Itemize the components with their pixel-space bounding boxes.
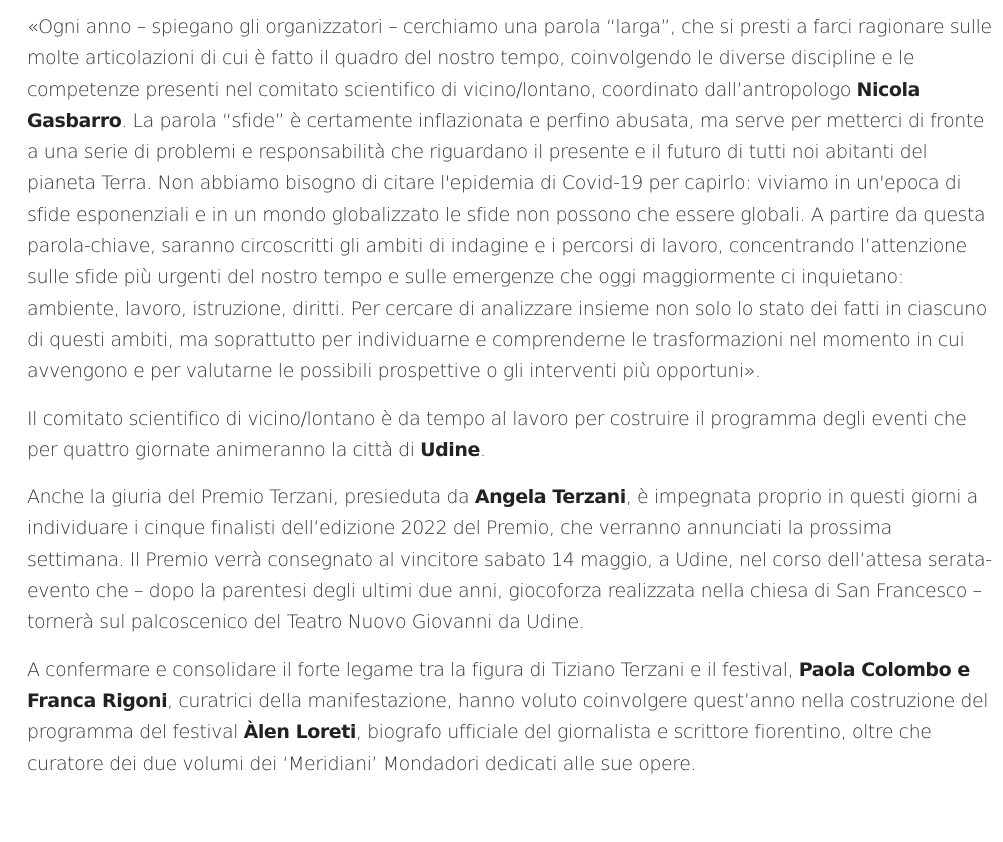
paragraph-quote [27, 12, 992, 388]
article-body [27, 12, 992, 796]
bold-name: Angela Terzani [474, 486, 626, 509]
paragraph-prize [27, 482, 992, 638]
paragraph-text: «Ogni anno – spiegano gli organizzatori – cerchiamo una parola “larga”, che si presti a farci ragionare sulle molte articolazioni di cui è fatto il quadro del nostro tempo, coinvolgendo le diverse discipline e le competenze presenti nel comitato scientifico di vicino/lontano, coordinato dall’antropologo [27, 16, 992, 101]
paragraph-curators [27, 655, 992, 780]
paragraph-committee [27, 404, 992, 467]
bold-name: Àlen Loreti [243, 721, 356, 744]
bold-name: Nicola Gasbarro [27, 78, 920, 132]
paragraph-text: . [479, 438, 486, 461]
paragraph-text: , biografo ufficiale del giornalista e scrittore fiorentino, oltre che curatore dei due volumi dei ‘Meridiani’ Mondadori dedicati alle sue opere. [27, 721, 932, 775]
paragraph-text: Il comitato scientifico di vicino/lontano è da tempo al lavoro per costruire il programma degli eventi che per quattro giornate animeranno la città di [27, 407, 967, 461]
paragraph-text: , è impegnata proprio in questi giorni a individuare i cinque finalisti dell’edizione 2022 del Premio, che verranno annunciati la prossima settimana. Il Premio verrà consegnato al vincitore sabato 14 maggio, a Udine, nel corso dell’attesa serata-evento che – dopo la parentesi degli ultimi due anni, giocoforza realizzata nella chiesa di San Francesco – tornerà sul palcoscenico del Teatro Nuovo Giovanni da Udine. [27, 486, 992, 634]
paragraph-text: Anche la giuria del Premio Terzani, presieduta da [27, 486, 475, 509]
paragraph-text: A confermare e consolidare il forte legame tra la figura di Tiziano Terzani e il festival, [27, 658, 799, 681]
bold-names: Paola Colombo e Franca Rigoni [27, 658, 970, 712]
paragraph-text: , curatrici della manifestazione, hanno voluto coinvolgere quest’anno nella costruzione del programma del festival [27, 689, 989, 744]
bold-place: Udine [420, 438, 480, 461]
paragraph-text: . La parola “sfide” è certamente inflazionata e perfino abusata, ma serve per metterci di fronte a una serie di problemi e responsabilità che riguardano il presente e il futuro di tutti noi abitanti del pianeta Terra. Non abbiamo bisogno di citare l'epidemia di Covid-19 per capirlo: viviamo in un'epoca di sfide esponenziali e in un mondo globalizzato le sfide non possono che essere globali. A partire da questa parola-chiave, saranno circoscritti gli ambiti di indagine e i percorsi di lavoro, concentrando l’attenzione sulle sfide più urgenti del nostro tempo e sulle emergenze che oggi maggiormente ci inquietano: ambiente, lavoro, istruzione, diritti. Per cercare di analizzare insieme non solo lo stato dei fatti in ciascuno di questi ambiti, ma soprattutto per individuarne e comprenderne le trasformazioni nel momento in cui avvengono e per valutarne le possibili prospettive o gli interventi più opportuni». [27, 109, 987, 383]
